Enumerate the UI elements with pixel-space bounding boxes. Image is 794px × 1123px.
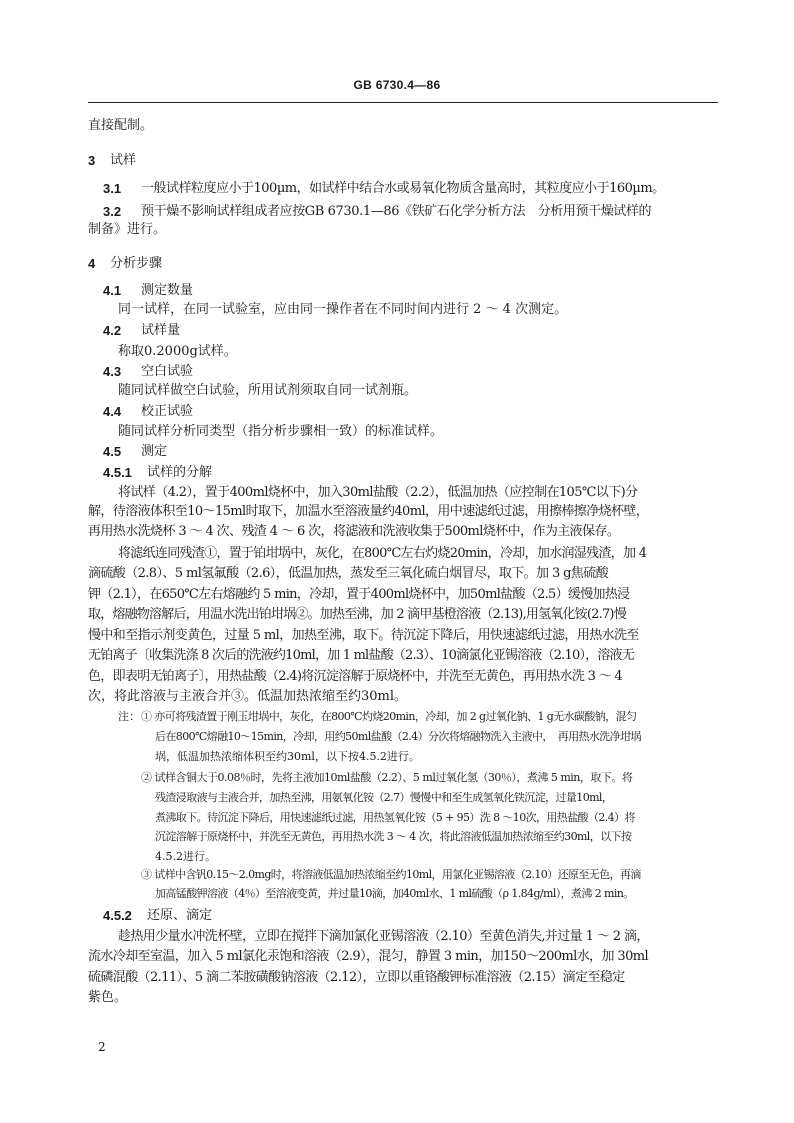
residue-line: 色，即表明无铂离子〕，用热盐酸（2.4)将沉淀溶解于原烧杯中，并洗至无黄色，再用热水洗 3 ～ 4 [88,669,622,684]
clause-4-2-number: 4.2 [103,323,122,338]
section-3-title: 试样 [110,153,137,168]
titration-line: 紫色。 [88,990,128,1005]
clause-3-1-text: 一般试样粒度应小于100µm，如试样中结合水或易氧化物质含量高时，其粒度应小于160µm。 [141,181,665,196]
clause-4-4-title: 校正试验 [141,404,194,419]
clause-3-1-number: 3.1 [103,181,122,196]
note-line: 加高锰酸钾溶液（4％）至溶液变黄，并过量10滴，加40ml水、1 ml硫酸（ρ 1.84g/ml），煮沸 2 min。 [155,887,634,900]
residue-line: 将滤纸连同残渣①，置于铂坩埚中，灰化，在800℃左右灼烧20min，冷却，加水润湿残渣，加 4 [118,546,647,561]
titration-line: 流水冷却至室温，加入 5 ml氯化汞饱和溶液（2.9），混匀，静置 3 min，加150～200ml水，加 30ml [88,949,649,964]
titration-line: 趁热用少量水冲洗杯壁，立即在搅拌下滴加氯化亚锡溶液（2.10）至黄色消失,并过量 1 ～ 2 滴， [118,929,649,944]
note-line: 埚，低温加热浓缩体积至约30ml，以下按4.5.2进行。 [155,750,420,763]
clause-4-1-number: 4.1 [103,283,122,298]
clause-4-5-number: 4.5 [103,444,122,459]
section-3-number: 3 [88,153,96,168]
clause-4-2-text: 称取0.2000g试样。 [118,344,237,359]
section-4-title: 分析步骤 [110,256,163,271]
decomposition-line: 解，待溶液体积至10～15ml时取下，加温水至溶液量约40ml，用中速滤纸过滤，用擦棒擦净烧杯壁， [88,504,649,519]
clause-4-5-title: 测定 [141,444,168,459]
clause-3-2-line-2: 制备》进行。 [88,222,167,237]
clause-4-1-text: 同一试样，在同一试验室，应由同一操作者在不同时间内进行 2 ～ 4 次测定。 [118,302,568,317]
decomposition-line: 将试样（4.2），置于400ml烧杯中，加入30ml盐酸（2.2），低温加热（应控制在105℃以下)分 [118,485,638,500]
page-number: 2 [98,1040,106,1054]
note-line: 后在800℃熔融10～15min，冷却，用约50ml盐酸（2.4）分次将熔融物洗入主液中， 再用热水洗净坩埚 [155,730,641,743]
standard-code-header: GB 6730.4—86 [353,78,441,92]
residue-line: 滴硫酸（2.8）、5 ml氢氟酸（2.6），低温加热，蒸发至三氧化硫白烟冒尽，取下。加 3 g焦硫酸 [88,566,609,581]
notes-label: 注： [118,710,140,723]
titration-line: 硫磷混酸（2.11）、5 滴二苯胺磺酸钠溶液（2.12），立即以重铬酸钾标准溶液（2.15）滴定至稳定 [88,970,625,985]
clause-4-3-number: 4.3 [103,364,122,379]
residue-line: 钾（2.1），在650℃左右熔融约 5 min，冷却，置于400ml烧杯中，加50ml盐酸（2.5）缓慢加热浸 [88,587,630,602]
clause-4-2-title: 试样量 [141,323,181,338]
clause-4-4-text: 随同试样分析同类型（指分析步骤相一致）的标准试样。 [118,424,444,439]
clause-4-3-title: 空白试验 [141,364,194,379]
note-line: 残渣浸取液与主液合并，加热至沸，用氨氧化铵（2.7）慢慢中和至生成氢氧化铁沉淀，过量10ml， [155,791,613,804]
clause-4-5-2-title: 还原、滴定 [147,908,213,923]
note-line: 4.5.2进行。 [155,850,216,863]
decomposition-line: 再用热水洗烧杯 3 ～ 4 次、残渣 4 ～ 6 次，将滤液和洗液收集于500ml烧杯中，作为主液保存。 [88,524,620,539]
note-line: 煮沸取下。待沉淀下降后，用快速滤纸过滤，用热氢氧化铵（5 + 95）洗 8 ～10次，用热盐酸（2.4）将 [155,811,635,824]
clause-3-2-number: 3.2 [103,204,122,219]
residue-line: 慢中和至指示剂变黄色，过量 5 ml，加热至沸，取下。待沉淀下降后，用快速滤纸过滤，用热水洗至 [88,628,639,643]
clause-4-1-title: 测定数量 [141,283,194,298]
clause-4-4-number: 4.4 [103,404,122,419]
note-line: 沉淀溶解于原烧杯中，并洗至无黄色，再用热水洗 3 ～ 4 次，将此溶液低温加热浓缩至约30ml，以下按 [155,830,632,843]
note-line: ② 试样含铜大于0.08％时，先将主液加10ml盐酸（2.2）、5 ml过氧化氢（30％），煮沸 5 min，取下。将 [141,771,633,784]
section-4-number: 4 [88,256,96,271]
clause-4-5-1-title: 试样的分解 [147,465,213,480]
note-line: ① 亦可将残渣置于刚玉坩埚中，灰化，在800℃灼烧20min，冷却，加 2 g过氧化钠、1 g无水碳酸钠，混匀 [141,710,637,723]
residue-line: 次，将此溶液与主液合并③。低温加热浓缩至约30ml。 [88,689,408,704]
clause-4-5-1-number: 4.5.1 [103,465,132,480]
clause-3-2-line-1: 预干燥不影响试样组成者应按GB 6730.1—86《铁矿石化学分析方法 分析用预干燥试样的 [141,204,652,219]
header-rule [88,102,718,103]
note-line: ③ 试样中含钒0.15～2.0mg时，将溶液低温加热浓缩至约10ml，用氯化亚锡溶液（2.10）还原至无色，再滴 [141,868,641,881]
residue-line: 无铂离子〔收集洗涤 8 次后的洗液约10ml，加 1 ml盐酸（2.3）、10滴氯化亚锡溶液（2.10），溶液无 [88,648,634,663]
clause-4-3-text: 随同试样做空白试验，所用试剂须取自同一试剂瓶。 [118,383,418,398]
intro-line: 直接配制。 [88,118,154,133]
clause-4-5-2-number: 4.5.2 [103,908,132,923]
residue-line: 取，熔融物溶解后，用温水洗出铂坩埚②。加热至沸，加 2 滴甲基橙溶液（2.13),用氢氧化铵(2.7)慢 [88,607,626,622]
